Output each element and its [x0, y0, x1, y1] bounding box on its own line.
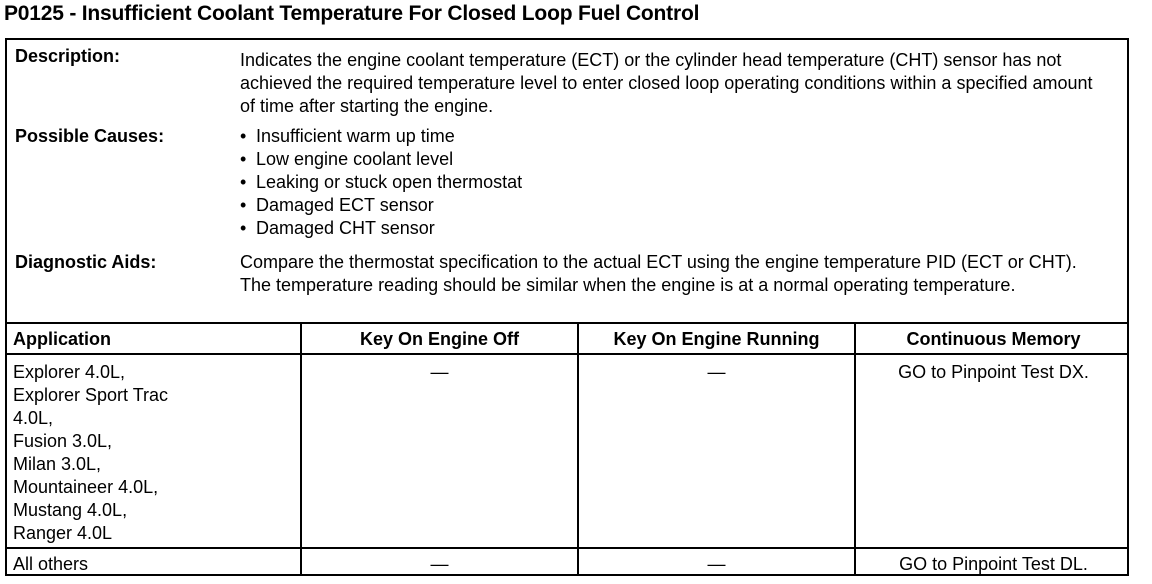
table-row-application: [13, 361, 293, 545]
application-line: Explorer Sport Trac: [13, 385, 169, 405]
cause-item: • Low engine coolant level: [240, 148, 1110, 171]
cause-item: • Damaged ECT sensor: [240, 194, 1110, 217]
table-row-application: [13, 553, 88, 576]
koer-value: —: [707, 554, 726, 574]
possible-causes-label: Possible Causes:: [15, 126, 165, 146]
application-line: Explorer 4.0L,: [13, 362, 126, 382]
koeo-value: —: [430, 362, 449, 382]
cause-item: • Damaged CHT sensor: [240, 217, 1110, 240]
application-line: Fusion 3.0L,: [13, 431, 113, 451]
diagnostic-aids-label: Diagnostic Aids:: [15, 252, 157, 272]
koer-value: —: [707, 362, 726, 382]
application-line: Milan 3.0L,: [13, 454, 102, 474]
cause-item: • Insufficient warm up time: [240, 125, 1110, 148]
page-title: P0125 - Insufficient Coolant Temperature For Closed Loop Fuel Control: [4, 2, 700, 25]
header-cm: Continuous Memory: [906, 329, 1081, 349]
table-top-border: [7, 322, 1127, 324]
description-text: Indicates the engine coolant temperature (ECT) or the cylinder head temperature (CHT) sensor has not achieved the required temperature level to enter closed loop operating conditions within a specified amount of time after starting the engine.: [240, 50, 1093, 116]
header-koer: Key On Engine Running: [613, 329, 820, 349]
cm-value: GO to Pinpoint Test DX.: [898, 362, 1089, 382]
header-application: Application: [13, 329, 111, 349]
koeo-value: —: [430, 554, 449, 574]
application-line: Mustang 4.0L,: [13, 500, 128, 520]
application-line: Ranger 4.0L: [13, 523, 113, 543]
cm-value: GO to Pinpoint Test DL.: [899, 554, 1088, 574]
header-bottom-border: [7, 353, 1127, 355]
row-divider: [7, 547, 1127, 549]
possible-causes-list: [240, 125, 1110, 240]
application-line: 4.0L,: [13, 408, 54, 428]
description-label: Description:: [15, 46, 121, 66]
dtc-info-box: [5, 38, 1129, 576]
header-koeo: Key On Engine Off: [359, 329, 519, 349]
diagnostic-aids-text: Compare the thermostat specification to the actual ECT using the engine temperature PID (ECT or CHT). The temperature reading should be similar when the engine is at a normal operating temperature.: [240, 252, 1077, 295]
application-line: All others: [13, 554, 89, 574]
cause-item: • Leaking or stuck open thermostat: [240, 171, 1110, 194]
application-line: Mountaineer 4.0L,: [13, 477, 159, 497]
